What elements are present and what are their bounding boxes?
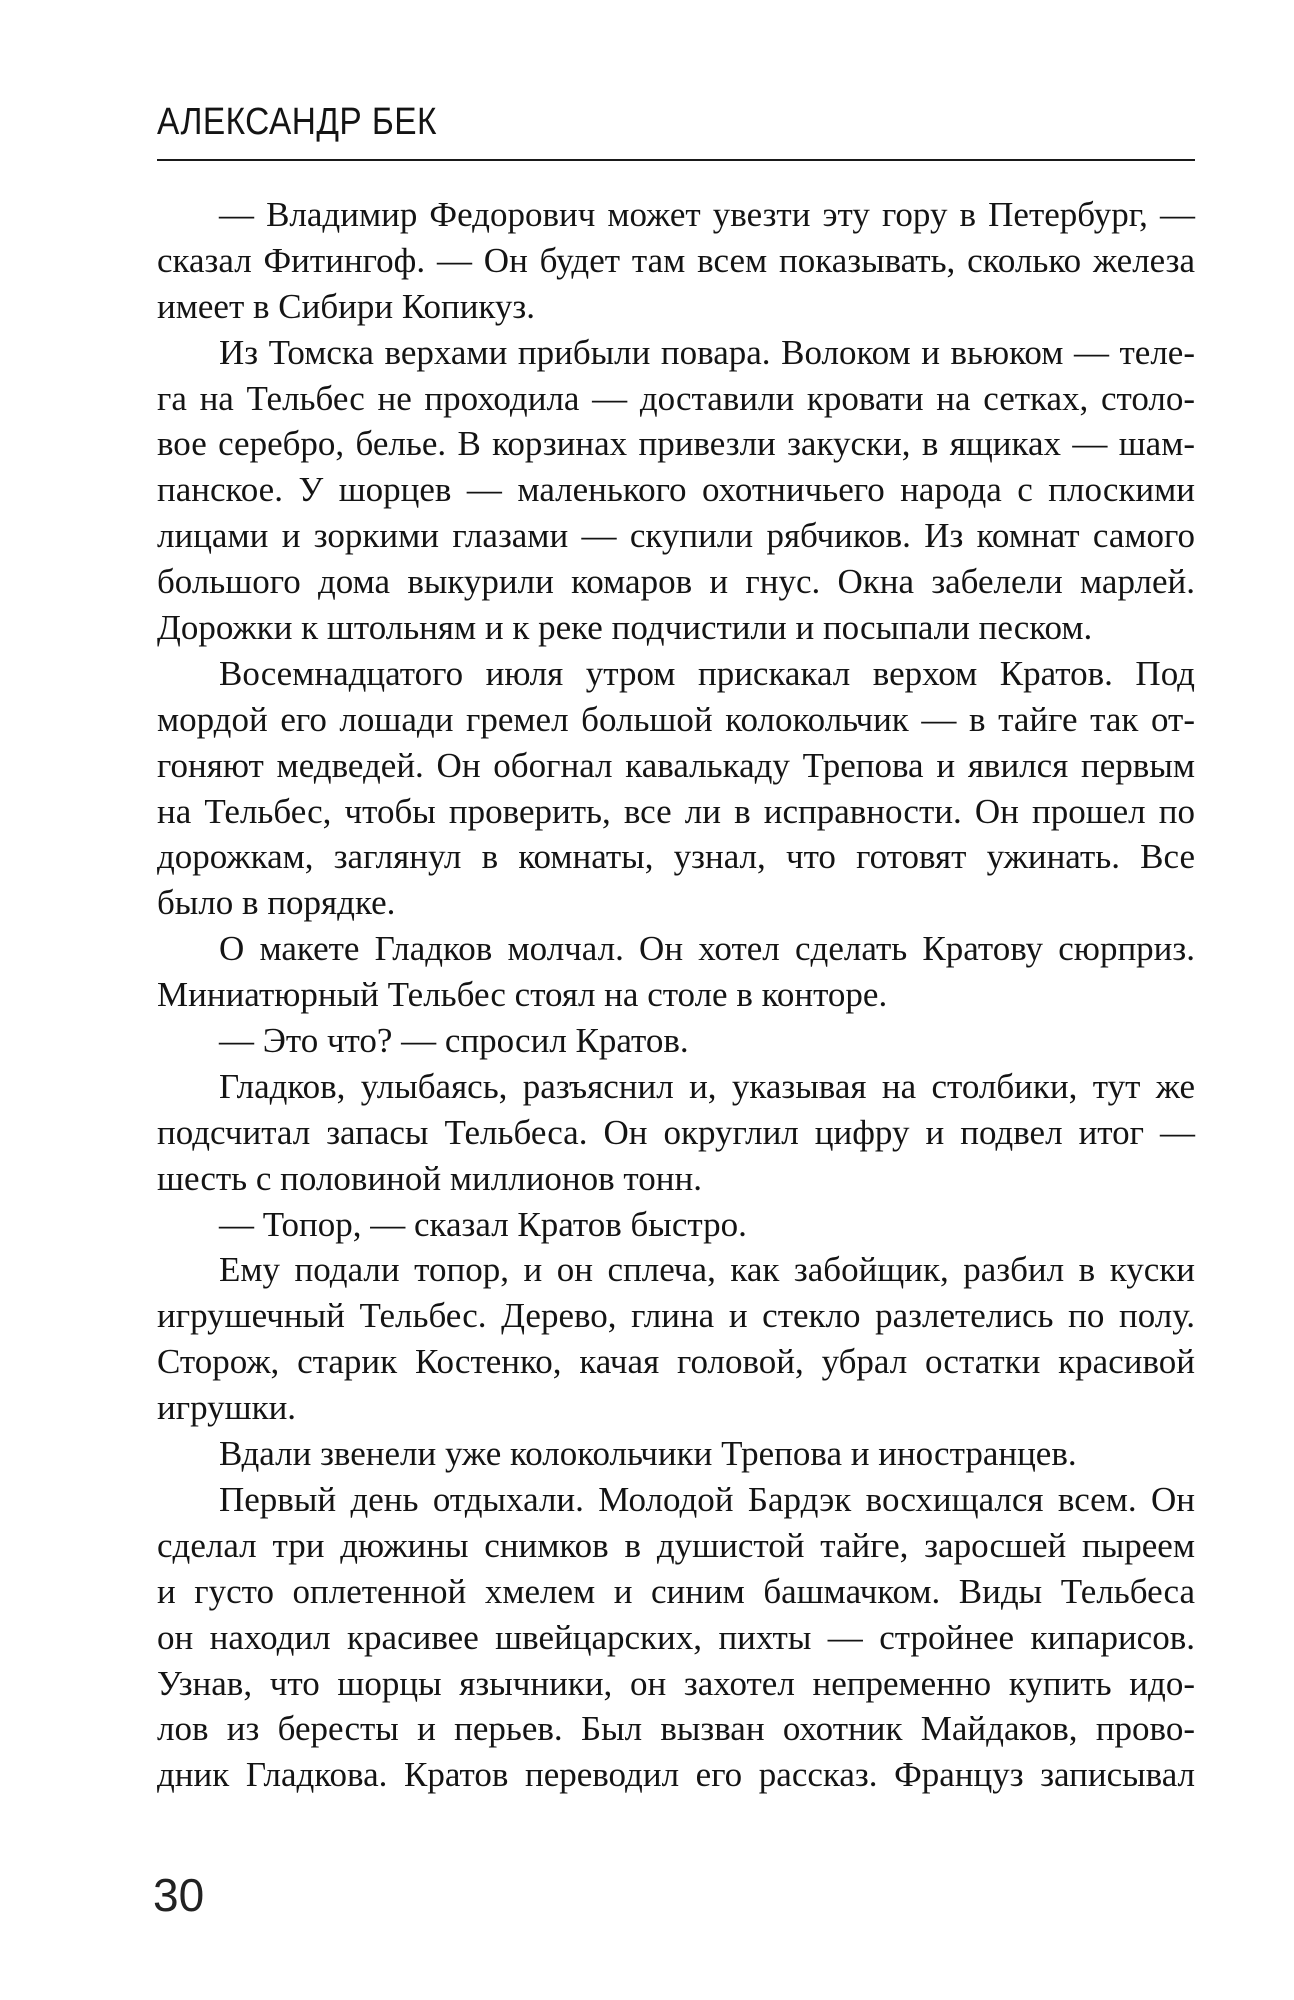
text-line: имеет в Сибири Копикуз. <box>157 286 536 326</box>
text-line: и густо оплетенной хмелем и синим башмачком. Виды Тельбеса <box>157 1571 1195 1611</box>
text-line: на Тельбес, чтобы проверить, все ли в исправности. Он прошел по <box>157 791 1195 831</box>
text-line: О макете Гладков молчал. Он хотел сделать Кратову сюрприз. <box>219 929 1195 969</box>
text-line: шесть с половиной миллионов тонн. <box>157 1158 702 1198</box>
text-line: Ему подали топор, и он сплеча, как забойщик, разбил в куски <box>219 1250 1195 1290</box>
header-rule-divider <box>157 159 1195 161</box>
text-line: лицами и зоркими глазами — скупили рябчиков. Из комнат самого <box>157 516 1195 556</box>
text-line: Из Томска верхами прибыли повара. Волоком и вьюком — теле- <box>219 332 1195 372</box>
text-line: сказал Фитингоф. — Он будет там всем показывать, сколько железа <box>157 240 1195 280</box>
page-number: 30 <box>153 1869 205 1921</box>
text-line: он находил красивее швейцарских, пихты — стройнее кипарисов. <box>157 1617 1195 1657</box>
text-line: Дорожки к штольням и к реке подчистили и посыпали песком. <box>157 608 1093 648</box>
text-line: Сторож, старик Костенко, качая головой, убрал остатки красивой <box>157 1342 1195 1382</box>
text-line: было в порядке. <box>157 883 396 923</box>
text-line: большого дома выкурили комаров и гнус. Окна забелели марлей. <box>157 562 1195 602</box>
text-line: Первый день отдыхали. Молодой Бардэк восхищался всем. Он <box>219 1479 1195 1519</box>
text-line: — Это что? — спросил Кратов. <box>219 1021 689 1061</box>
text-line: сделал три дюжины снимков в душистой тайге, заросшей пыреем <box>157 1525 1195 1565</box>
text-line: лов из бересты и перьев. Был вызван охотник Майдаков, прово- <box>157 1709 1195 1749</box>
text-line: Гладков, улыбаясь, разъяснил и, указывая на столбики, тут же <box>219 1066 1195 1106</box>
text-line: га на Тельбес не проходила — доставили кровати на сетках, столо- <box>157 378 1195 418</box>
running-head-author: АЛЕКСАНДР БЕК <box>157 101 437 143</box>
text-line: Вдали звенели уже колокольчики Трепова и иностранцев. <box>219 1434 1077 1474</box>
text-line: панское. У шорцев — маленького охотничьего народа с плоскими <box>157 470 1195 510</box>
text-line: гоняют медведей. Он обогнал кавалькаду Трепова и явился первым <box>157 745 1195 785</box>
text-line: Миниатюрный Тельбес стоял на столе в конторе. <box>157 975 888 1015</box>
text-line: подсчитал запасы Тельбеса. Он округлил цифру и подвел итог — <box>157 1112 1195 1152</box>
text-line: Узнав, что шорцы язычники, он захотел непременно купить идо- <box>157 1663 1195 1703</box>
text-line: мордой его лошади гремел большой колокольчик — в тайге так от- <box>157 699 1195 739</box>
text-line: дорожкам, заглянул в комнаты, узнал, что готовят ужинать. Все <box>157 837 1195 877</box>
text-line: Восемнадцатого июля утром прискакал верхом Кратов. Под <box>219 653 1195 693</box>
text-line: игрушки. <box>157 1388 297 1428</box>
body-text <box>157 192 1195 1798</box>
text-line: — Владимир Федорович может увезти эту гору в Петербург, — <box>219 195 1195 234</box>
text-line: — Топор, — сказал Кратов быстро. <box>219 1204 747 1244</box>
text-line: вое серебро, белье. В корзинах привезли закуски, в ящиках — шам- <box>157 424 1195 464</box>
text-line: дник Гладкова. Кратов переводил его рассказ. Француз записывал <box>157 1755 1195 1795</box>
text-line: игрушечный Тельбес. Дерево, глина и стекло разлетелись по полу. <box>157 1296 1195 1336</box>
